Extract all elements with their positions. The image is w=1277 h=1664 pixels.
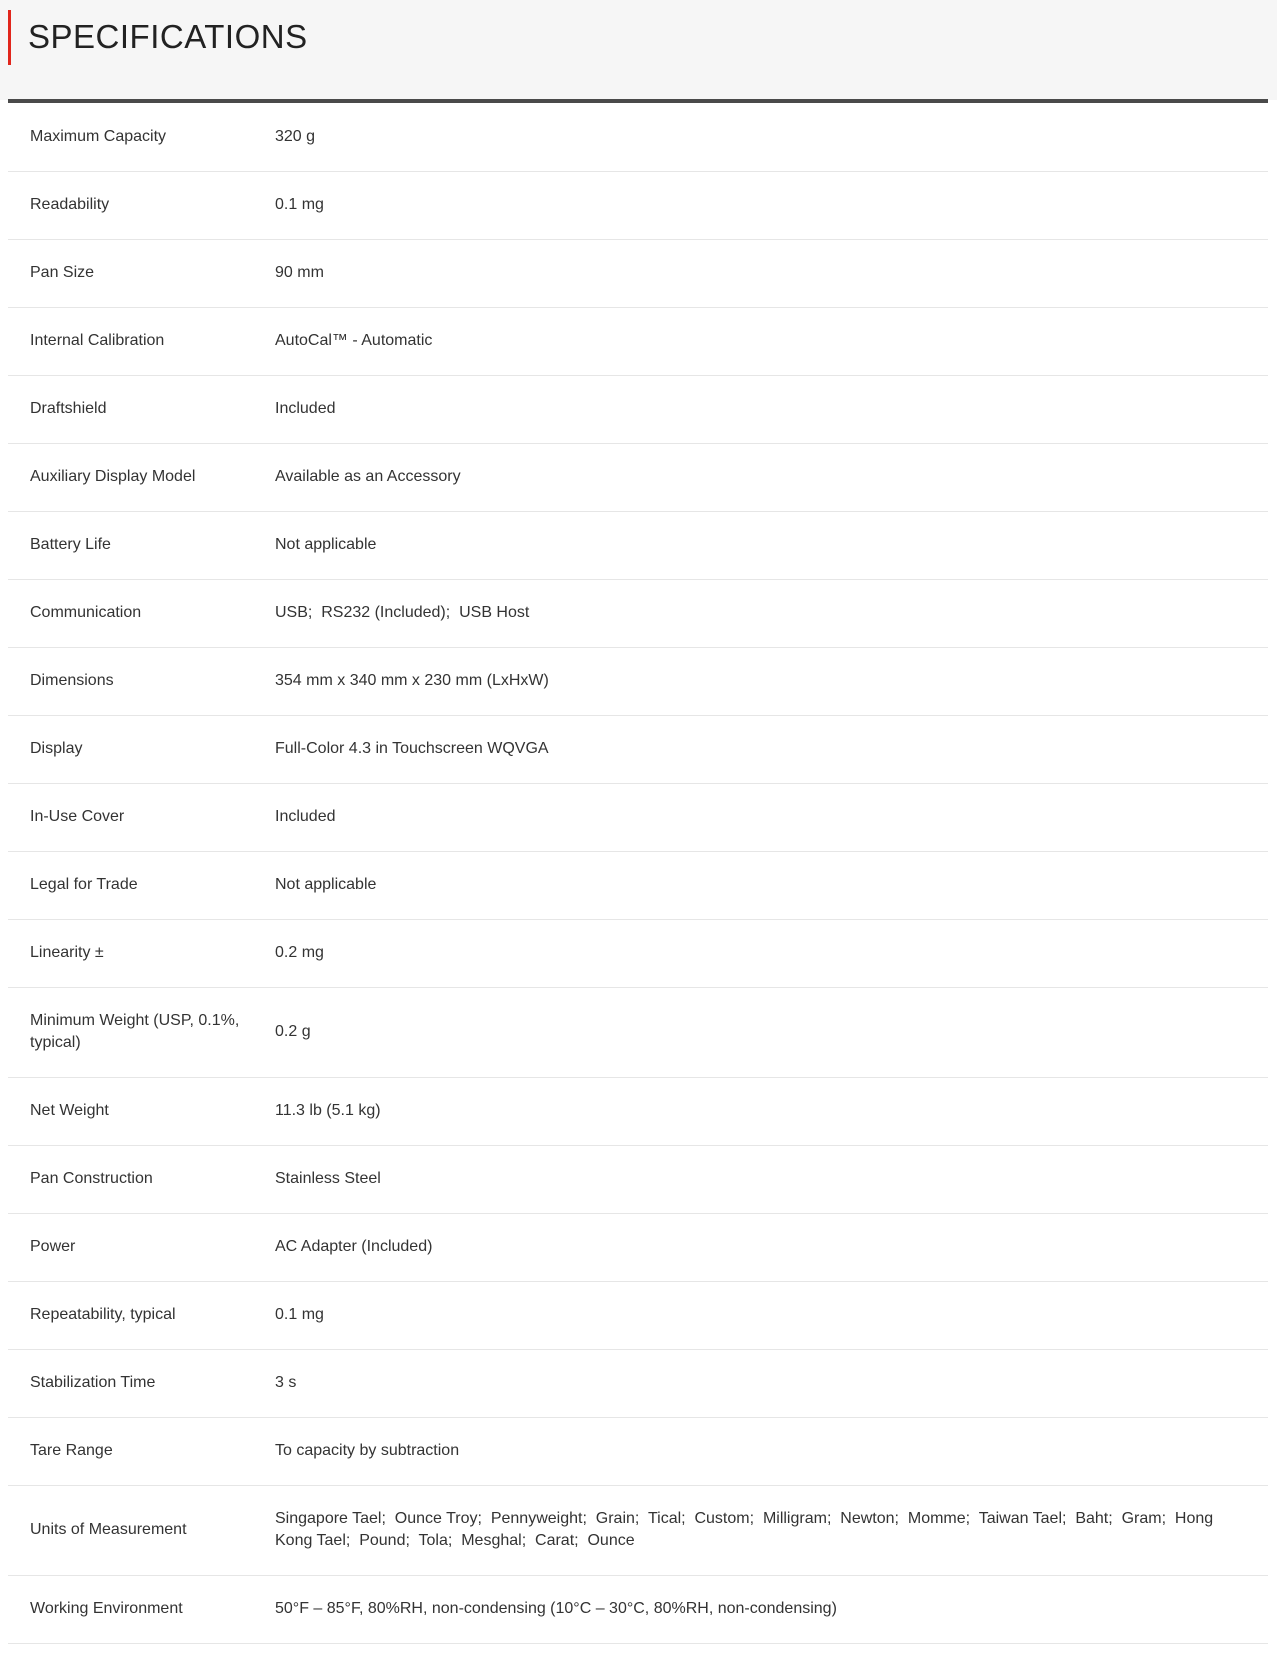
spec-value: Not applicable xyxy=(275,851,1268,919)
table-row xyxy=(8,579,1268,647)
header-accent-bar xyxy=(8,10,11,65)
table-row xyxy=(8,987,1268,1077)
table-row xyxy=(8,375,1268,443)
table-row xyxy=(8,647,1268,715)
table-row xyxy=(8,103,1268,171)
table-row xyxy=(8,1575,1268,1643)
spec-label: Tare Range xyxy=(8,1417,275,1485)
spec-value: Full-Color 4.3 in Touchscreen WQVGA xyxy=(275,715,1268,783)
spec-value: 320 g xyxy=(275,103,1268,171)
table-row xyxy=(8,919,1268,987)
table-row xyxy=(8,1281,1268,1349)
specifications-table xyxy=(8,103,1268,1644)
table-row xyxy=(8,715,1268,783)
spec-value: 3 s xyxy=(275,1349,1268,1417)
table-row xyxy=(8,511,1268,579)
spec-label: Battery Life xyxy=(8,511,275,579)
spec-value: 0.1 mg xyxy=(275,1281,1268,1349)
spec-value: 0.2 mg xyxy=(275,919,1268,987)
table-row xyxy=(8,239,1268,307)
table-row xyxy=(8,851,1268,919)
table-row xyxy=(8,1077,1268,1145)
table-row xyxy=(8,783,1268,851)
spec-label: In-Use Cover xyxy=(8,783,275,851)
table-row xyxy=(8,1417,1268,1485)
spec-label: Readability xyxy=(8,171,275,239)
spec-label: Working Environment xyxy=(8,1575,275,1643)
spec-value: Included xyxy=(275,783,1268,851)
spec-value: 0.2 g xyxy=(275,987,1268,1077)
spec-value: AC Adapter (Included) xyxy=(275,1213,1268,1281)
spec-label: Maximum Capacity xyxy=(8,103,275,171)
spec-label: Internal Calibration xyxy=(8,307,275,375)
spec-value: Not applicable xyxy=(275,511,1268,579)
spec-label: Stabilization Time xyxy=(8,1349,275,1417)
spec-value: Singapore Tael; Ounce Troy; Pennyweight; Grain; Tical; Custom; Milligram; Newton; Momme; Taiwan Tael; Baht; Gram; Hong Kong Tael; Pound; Tola; Mesghal; Carat; Ounce xyxy=(275,1485,1268,1575)
spec-value: 50°F – 85°F, 80%RH, non-condensing (10°C – 30°C, 80%RH, non-condensing) xyxy=(275,1575,1268,1643)
spec-label: Dimensions xyxy=(8,647,275,715)
table-row xyxy=(8,443,1268,511)
spec-label: Legal for Trade xyxy=(8,851,275,919)
table-row xyxy=(8,307,1268,375)
page-title: SPECIFICATIONS xyxy=(28,18,308,55)
table-row xyxy=(8,1485,1268,1575)
spec-label: Units of Measurement xyxy=(8,1485,275,1575)
table-row xyxy=(8,1349,1268,1417)
spec-value: AutoCal™ - Automatic xyxy=(275,307,1268,375)
spec-value: Available as an Accessory xyxy=(275,443,1268,511)
spec-label: Linearity ± xyxy=(8,919,275,987)
specifications-header xyxy=(0,0,1277,100)
spec-label: Pan Construction xyxy=(8,1145,275,1213)
spec-value: Stainless Steel xyxy=(275,1145,1268,1213)
spec-value: 354 mm x 340 mm x 230 mm (LxHxW) xyxy=(275,647,1268,715)
spec-value: To capacity by subtraction xyxy=(275,1417,1268,1485)
spec-label: Auxiliary Display Model xyxy=(8,443,275,511)
spec-value: 90 mm xyxy=(275,239,1268,307)
spec-value: 11.3 lb (5.1 kg) xyxy=(275,1077,1268,1145)
spec-value: USB; RS232 (Included); USB Host xyxy=(275,579,1268,647)
spec-value: 0.1 mg xyxy=(275,171,1268,239)
spec-label: Repeatability, typical xyxy=(8,1281,275,1349)
spec-label: Communication xyxy=(8,579,275,647)
spec-label: Pan Size xyxy=(8,239,275,307)
spec-label: Display xyxy=(8,715,275,783)
spec-value: Included xyxy=(275,375,1268,443)
spec-label: Draftshield xyxy=(8,375,275,443)
table-row xyxy=(8,1145,1268,1213)
spec-label: Power xyxy=(8,1213,275,1281)
table-row xyxy=(8,1213,1268,1281)
spec-label: Minimum Weight (USP, 0.1%, typical) xyxy=(8,987,275,1077)
table-row xyxy=(8,171,1268,239)
spec-label: Net Weight xyxy=(8,1077,275,1145)
